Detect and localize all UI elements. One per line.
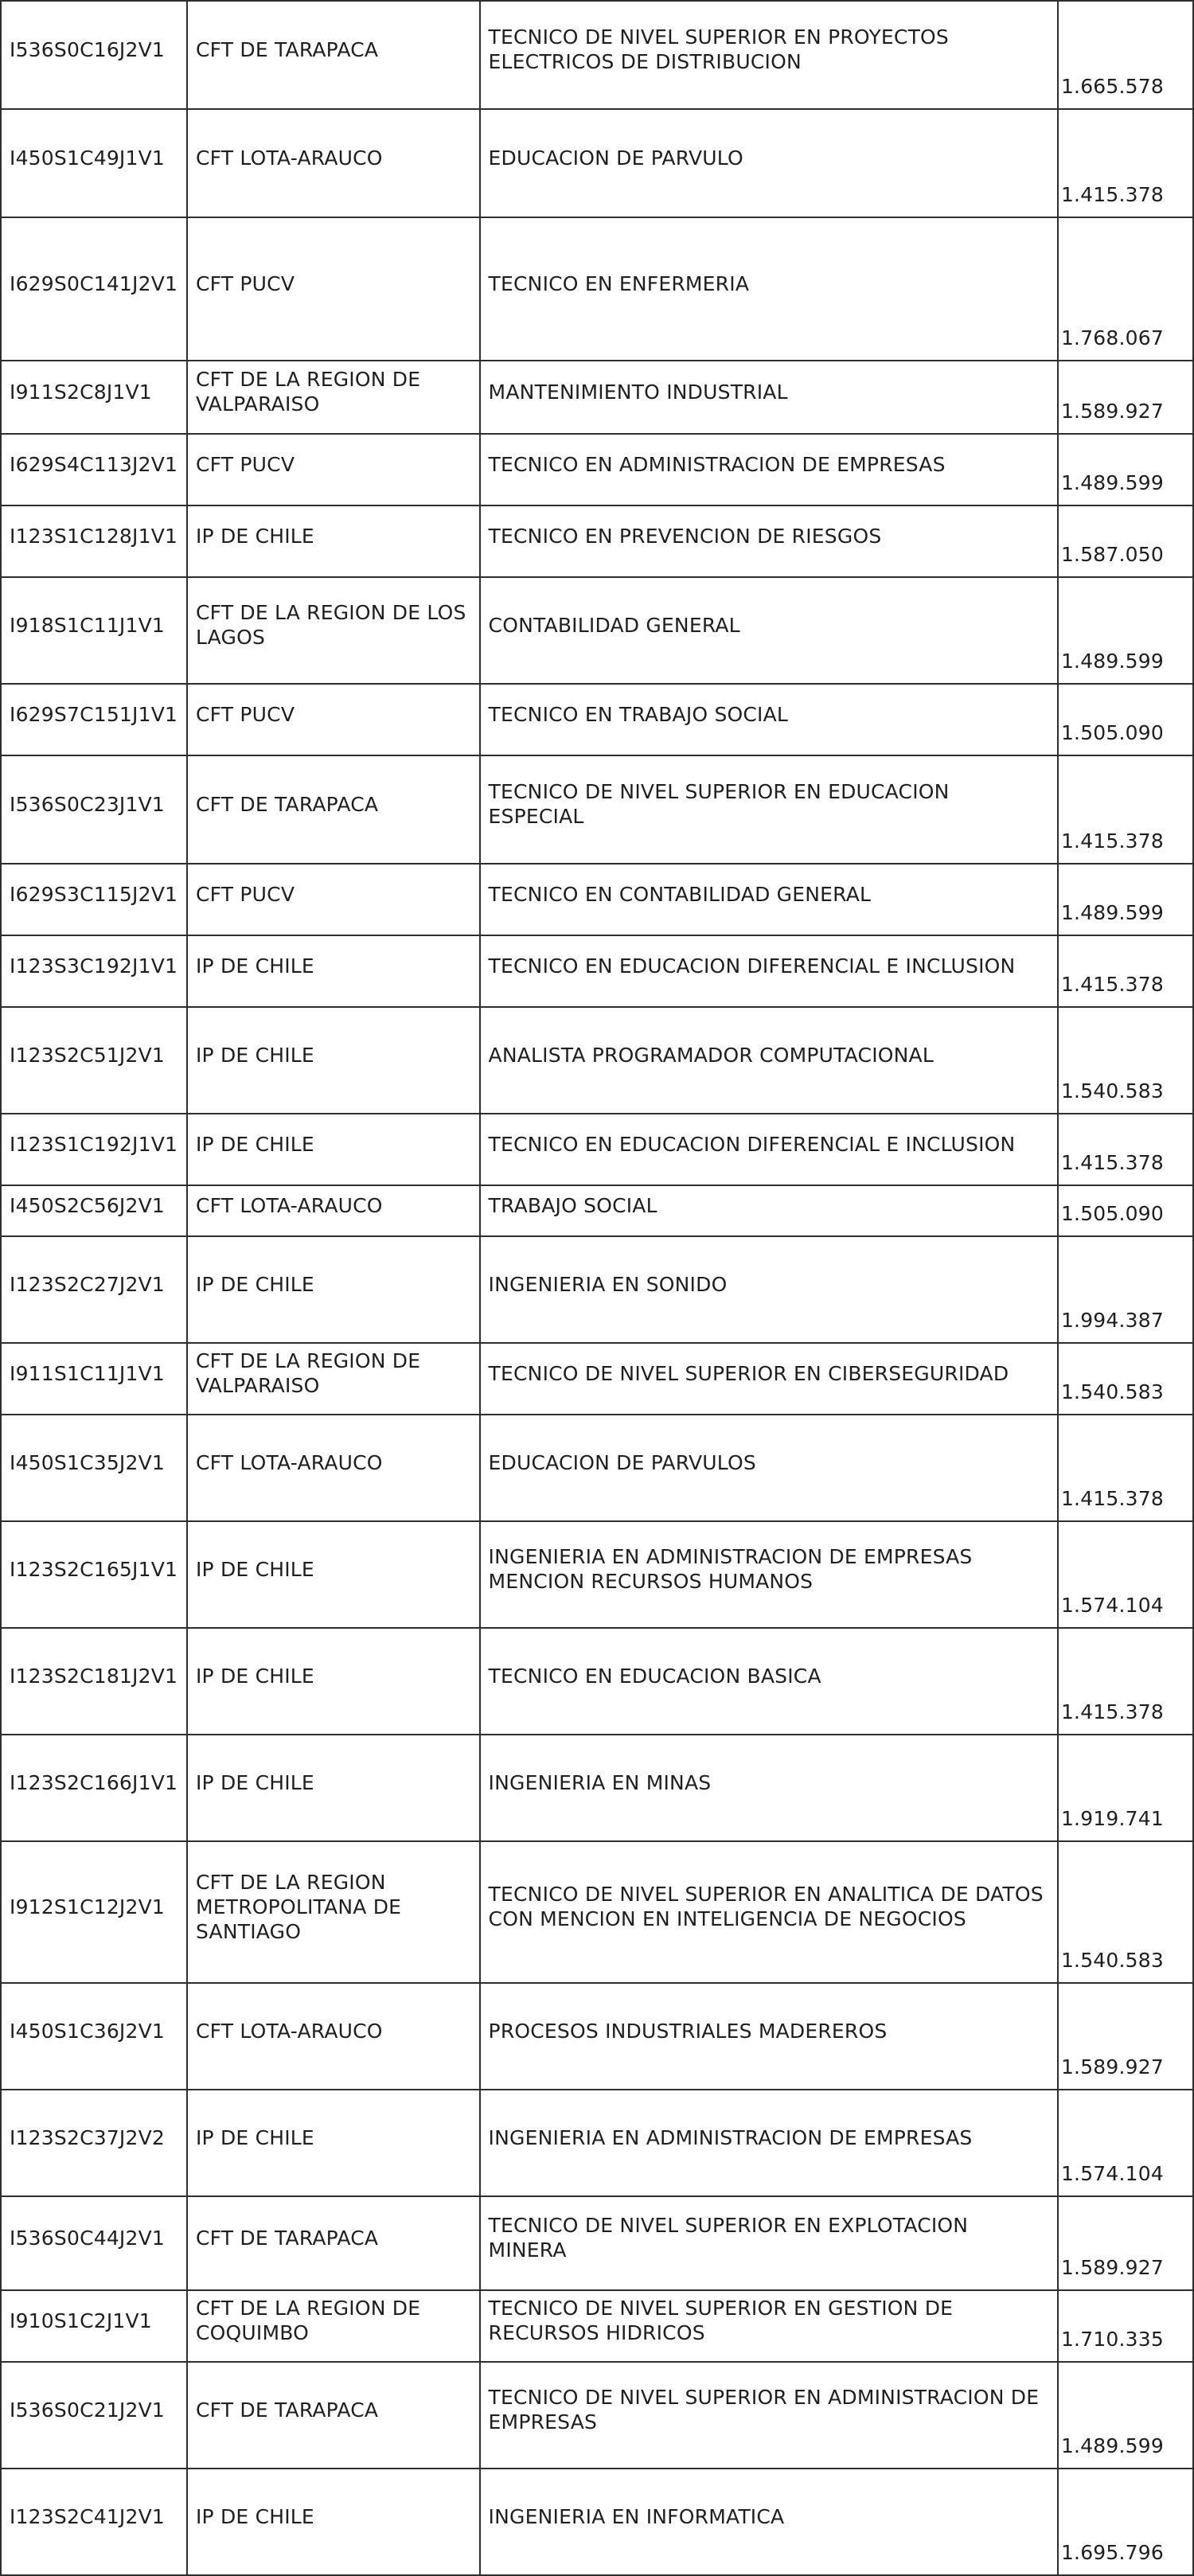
table-row (1, 577, 1193, 684)
program-name-cell: TECNICO DE NIVEL SUPERIOR EN EDUCACION ESPECIAL (480, 755, 1058, 864)
table-row (1, 1114, 1193, 1185)
program-name-cell: INGENIERIA EN ADMINISTRACION DE EMPRESAS (480, 2090, 1058, 2196)
program-code-cell: I123S2C41J2V1 (1, 2469, 187, 2575)
amount-cell: 1.540.583 (1058, 1007, 1193, 1114)
amount-cell: 1.589.927 (1058, 1983, 1193, 2090)
amount-cell: 1.505.090 (1058, 1185, 1193, 1236)
amount-cell: 1.574.104 (1058, 2090, 1193, 2196)
amount-cell: 1.589.927 (1058, 361, 1193, 434)
program-name-cell: TECNICO EN EDUCACION BASICA (480, 1628, 1058, 1735)
table-row (1, 1983, 1193, 2090)
amount-cell: 1.695.796 (1058, 2469, 1193, 2575)
program-name-cell: TECNICO EN CONTABILIDAD GENERAL (480, 864, 1058, 935)
institution-cell: CFT DE TARAPACA (187, 755, 480, 864)
institution-cell: CFT DE TARAPACA (187, 2362, 480, 2469)
institution-cell: IP DE CHILE (187, 505, 480, 577)
table-row (1, 109, 1193, 217)
program-code-cell: I536S0C16J2V1 (1, 1, 187, 109)
program-name-cell: ANALISTA PROGRAMADOR COMPUTACIONAL (480, 1007, 1058, 1114)
table-row (1, 434, 1193, 505)
institution-cell: IP DE CHILE (187, 1114, 480, 1185)
amount-cell: 1.489.599 (1058, 2362, 1193, 2469)
program-code-cell: I450S1C35J2V1 (1, 1415, 187, 1521)
program-code-cell: I629S3C115J2V1 (1, 864, 187, 935)
table-row (1, 1415, 1193, 1521)
table-row (1, 1007, 1193, 1114)
program-code-cell: I911S1C11J1V1 (1, 1343, 187, 1415)
institution-cell: CFT PUCV (187, 684, 480, 755)
program-name-cell: TECNICO DE NIVEL SUPERIOR EN ADMINISTRACION DE EMPRESAS (480, 2362, 1058, 2469)
institution-cell: IP DE CHILE (187, 935, 480, 1007)
program-name-cell: TRABAJO SOCIAL (480, 1185, 1058, 1236)
amount-cell: 1.489.599 (1058, 577, 1193, 684)
amount-cell: 1.415.378 (1058, 935, 1193, 1007)
amount-cell: 1.415.378 (1058, 1114, 1193, 1185)
table-row (1, 2090, 1193, 2196)
amount-cell: 1.589.927 (1058, 2196, 1193, 2290)
program-name-cell: TECNICO EN PREVENCION DE RIESGOS (480, 505, 1058, 577)
institution-cell: CFT LOTA-ARAUCO (187, 109, 480, 217)
program-code-cell: I910S1C2J1V1 (1, 2290, 187, 2362)
institution-cell: CFT PUCV (187, 434, 480, 505)
table-row (1, 684, 1193, 755)
table-row (1, 2362, 1193, 2469)
program-name-cell: INGENIERIA EN MINAS (480, 1735, 1058, 1841)
program-code-cell: I123S2C51J2V1 (1, 1007, 187, 1114)
program-code-cell: I450S2C56J2V1 (1, 1185, 187, 1236)
program-code-cell: I536S0C21J2V1 (1, 2362, 187, 2469)
institution-cell: CFT DE LA REGION DE VALPARAISO (187, 361, 480, 434)
institution-cell: IP DE CHILE (187, 1521, 480, 1628)
program-code-cell: I123S2C181J2V1 (1, 1628, 187, 1735)
institution-cell: IP DE CHILE (187, 2469, 480, 2575)
amount-cell: 1.415.378 (1058, 1628, 1193, 1735)
institution-cell: CFT LOTA-ARAUCO (187, 1185, 480, 1236)
program-code-cell: I912S1C12J2V1 (1, 1841, 187, 1983)
institution-cell: CFT PUCV (187, 217, 480, 361)
institution-cell: CFT DE LA REGION DE LOS LAGOS (187, 577, 480, 684)
program-code-cell: I123S3C192J1V1 (1, 935, 187, 1007)
table-row (1, 2469, 1193, 2575)
table-row (1, 1735, 1193, 1841)
table-row (1, 1185, 1193, 1236)
program-name-cell: TECNICO EN ADMINISTRACION DE EMPRESAS (480, 434, 1058, 505)
table-row (1, 1628, 1193, 1735)
table-row (1, 1236, 1193, 1343)
program-name-cell: INGENIERIA EN SONIDO (480, 1236, 1058, 1343)
institution-cell: IP DE CHILE (187, 1236, 480, 1343)
institution-cell: CFT DE LA REGION DE COQUIMBO (187, 2290, 480, 2362)
table-row (1, 2290, 1193, 2362)
program-name-cell: TECNICO DE NIVEL SUPERIOR EN EXPLOTACION MINERA (480, 2196, 1058, 2290)
program-code-cell: I123S2C37J2V2 (1, 2090, 187, 2196)
amount-cell: 1.768.067 (1058, 217, 1193, 361)
table-row (1, 935, 1193, 1007)
amount-cell: 1.415.378 (1058, 755, 1193, 864)
amount-cell: 1.994.387 (1058, 1236, 1193, 1343)
institution-cell: CFT DE LA REGION DE VALPARAISO (187, 1343, 480, 1415)
amount-cell: 1.489.599 (1058, 864, 1193, 935)
program-name-cell: INGENIERIA EN INFORMATICA (480, 2469, 1058, 2575)
program-name-cell: TECNICO DE NIVEL SUPERIOR EN PROYECTOS ELECTRICOS DE DISTRIBUCION (480, 1, 1058, 109)
institution-cell: CFT DE TARAPACA (187, 1, 480, 109)
program-name-cell: TECNICO EN EDUCACION DIFERENCIAL E INCLUSION (480, 1114, 1058, 1185)
program-code-cell: I123S1C128J1V1 (1, 505, 187, 577)
table-body (1, 0, 1193, 2575)
program-name-cell: EDUCACION DE PARVULO (480, 109, 1058, 217)
amount-cell: 1.415.378 (1058, 109, 1193, 217)
program-code-cell: I629S4C113J2V1 (1, 434, 187, 505)
table-row (1, 361, 1193, 434)
program-name-cell: TECNICO DE NIVEL SUPERIOR EN CIBERSEGURIDAD (480, 1343, 1058, 1415)
program-name-cell: MANTENIMIENTO INDUSTRIAL (480, 361, 1058, 434)
table-row (1, 217, 1193, 361)
table-row (1, 1, 1193, 109)
institution-cell: IP DE CHILE (187, 1735, 480, 1841)
amount-cell: 1.415.378 (1058, 1415, 1193, 1521)
program-name-cell: EDUCACION DE PARVULOS (480, 1415, 1058, 1521)
institution-cell: CFT LOTA-ARAUCO (187, 1983, 480, 2090)
program-code-cell: I918S1C11J1V1 (1, 577, 187, 684)
program-name-cell: CONTABILIDAD GENERAL (480, 577, 1058, 684)
program-code-cell: I123S2C165J1V1 (1, 1521, 187, 1628)
institution-cell: IP DE CHILE (187, 2090, 480, 2196)
program-code-cell: I123S2C27J2V1 (1, 1236, 187, 1343)
amount-cell: 1.587.050 (1058, 505, 1193, 577)
program-code-cell: I123S2C166J1V1 (1, 1735, 187, 1841)
program-code-cell: I450S1C36J2V1 (1, 1983, 187, 2090)
amount-cell: 1.540.583 (1058, 1841, 1193, 1983)
program-code-cell: I450S1C49J1V1 (1, 109, 187, 217)
program-code-cell: I123S1C192J1V1 (1, 1114, 187, 1185)
institution-cell: CFT DE LA REGION METROPOLITANA DE SANTIAGO (187, 1841, 480, 1983)
amount-cell: 1.505.090 (1058, 684, 1193, 755)
amount-cell: 1.710.335 (1058, 2290, 1193, 2362)
program-name-cell: TECNICO EN ENFERMERIA (480, 217, 1058, 361)
table-row (1, 864, 1193, 935)
amount-cell: 1.665.578 (1058, 1, 1193, 109)
institution-cell: IP DE CHILE (187, 1628, 480, 1735)
table-row (1, 1521, 1193, 1628)
program-name-cell: TECNICO EN TRABAJO SOCIAL (480, 684, 1058, 755)
program-code-cell: I911S2C8J1V1 (1, 361, 187, 434)
amount-cell: 1.489.599 (1058, 434, 1193, 505)
institution-cell: CFT DE TARAPACA (187, 2196, 480, 2290)
amount-cell: 1.540.583 (1058, 1343, 1193, 1415)
table-row (1, 505, 1193, 577)
amount-cell: 1.919.741 (1058, 1735, 1193, 1841)
program-code-cell: I536S0C23J1V1 (1, 755, 187, 864)
program-code-cell: I629S0C141J2V1 (1, 217, 187, 361)
institution-cell: CFT LOTA-ARAUCO (187, 1415, 480, 1521)
program-name-cell: TECNICO EN EDUCACION DIFERENCIAL E INCLUSION (480, 935, 1058, 1007)
program-name-cell: INGENIERIA EN ADMINISTRACION DE EMPRESAS MENCION RECURSOS HUMANOS (480, 1521, 1058, 1628)
program-name-cell: TECNICO DE NIVEL SUPERIOR EN ANALITICA DE DATOS CON MENCION EN INTELIGENCIA DE NEGOCIOS (480, 1841, 1058, 1983)
table-row (1, 1841, 1193, 1983)
table-row (1, 2196, 1193, 2290)
amount-cell: 1.574.104 (1058, 1521, 1193, 1628)
program-name-cell: PROCESOS INDUSTRIALES MADEREROS (480, 1983, 1058, 2090)
program-code-cell: I536S0C44J2V1 (1, 2196, 187, 2290)
program-code-cell: I629S7C151J1V1 (1, 684, 187, 755)
program-name-cell: TECNICO DE NIVEL SUPERIOR EN GESTION DE RECURSOS HIDRICOS (480, 2290, 1058, 2362)
table-row (1, 1343, 1193, 1415)
table-row (1, 755, 1193, 864)
institution-cell: CFT PUCV (187, 864, 480, 935)
institution-cell: IP DE CHILE (187, 1007, 480, 1114)
